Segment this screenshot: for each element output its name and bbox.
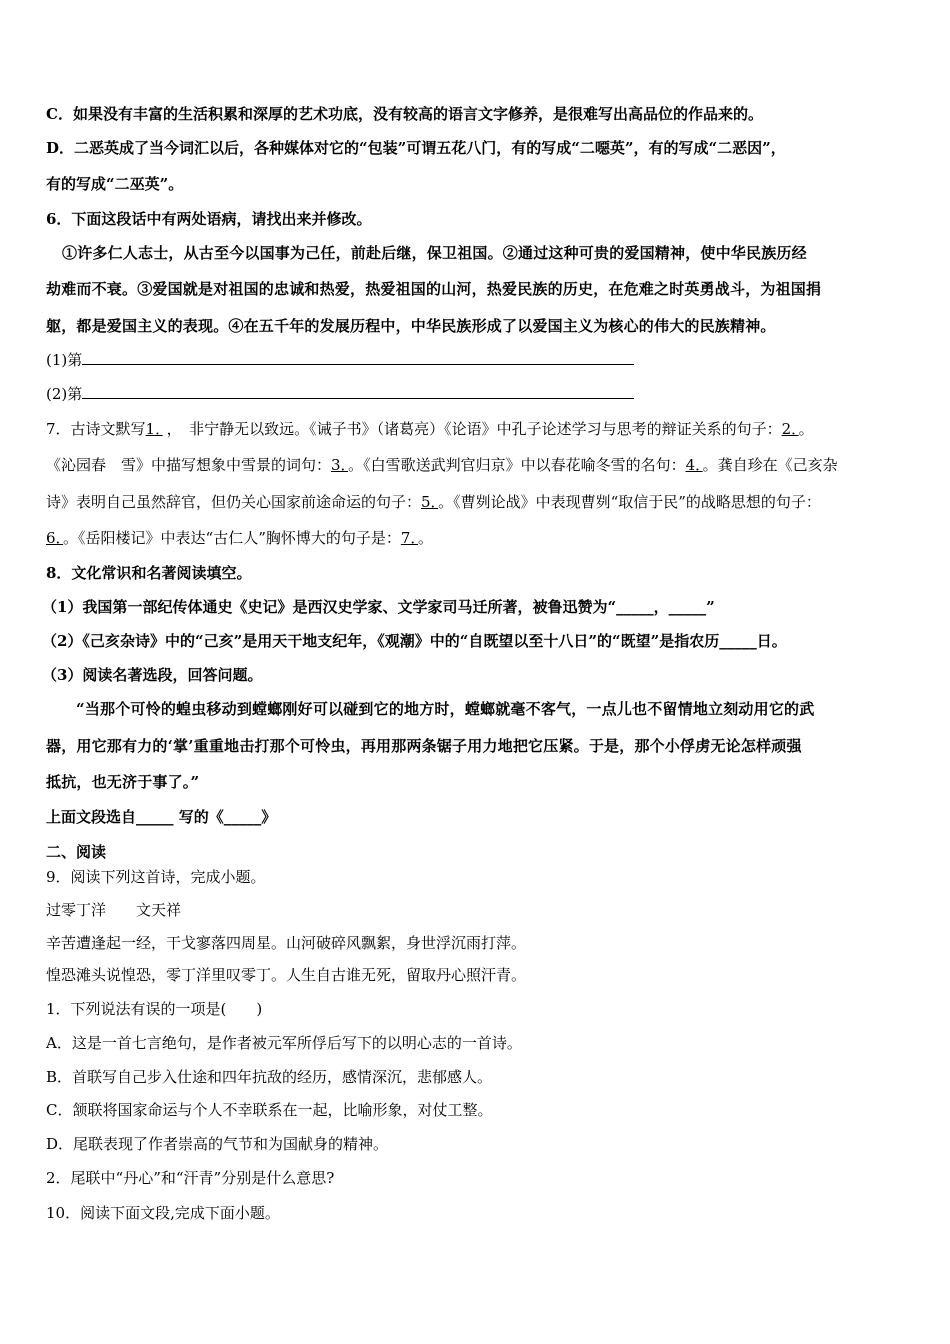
q5-option-d-line2: 有的写成“二巫英”。 <box>46 175 184 193</box>
q7-line4 <box>46 528 433 548</box>
q8-item-2: （2）《己亥杂诗》中的“己亥”是用天干地支纪年，《观潮》中的“自既望以至十八日”的“既望”是指农历_____日。 <box>42 632 787 650</box>
q7-blank-7[interactable]: 7． <box>400 529 418 547</box>
q5-option-c: C．如果没有丰富的生活积累和深厚的艺术功底，没有较高的语言文字修养，是很难写出高品位的作品来的。 <box>46 105 763 123</box>
q8-passage-line1: “当那个可怜的蝗虫移动到螳螂刚好可以碰到它的地方时，螳螂就毫不客气，一点儿也不留情地立刻动用它的武 <box>76 700 815 718</box>
q9-poem-line1: 辛苦遭逢起一经，干戈寥落四周星。山河破碎风飘絮，身世浮沉雨打萍。 <box>46 934 527 952</box>
q6-answer-1[interactable] <box>46 350 634 370</box>
q7-line1 <box>46 419 814 439</box>
q6-passage-line1: ①许多仁人志士，从古至今以国事为己任，前赴后继，保卫祖国。②通过这种可贵的爱国精神，使中华民族历经 <box>62 244 807 262</box>
q6-answer-2[interactable] <box>46 384 634 404</box>
q7-blank-4[interactable]: 4． <box>685 456 703 474</box>
q7-line3 <box>46 492 821 512</box>
q9-stem: 9．阅读下列这首诗，完成小题。 <box>46 868 266 886</box>
q9-sub-question-2: 2．尾联中“丹心”和“汗青”分别是什么意思? <box>46 1169 335 1187</box>
q7-text: 。《曹刿论战》中表现曹刿“取信于民”的战略思想的句子： <box>438 493 821 511</box>
q9-option-c: C．颔联将国家命运与个人不幸联系在一起，比喻形象，对仗工整。 <box>46 1101 493 1119</box>
q8-passage-line2: 器，用它那有力的‘掌’重重地击打那个可怜虫，再用那两条锯子用力地把它压紧。于是，那个小俘虏无论怎样顽强 <box>46 737 802 755</box>
q7-blank-3[interactable]: 3． <box>331 456 349 474</box>
q7-text: 。龚自珍在《己亥杂 <box>702 456 838 474</box>
q8-item-1: （1）我国第一部纪传体通史《史记》是西汉史学家、文学家司马迁所著，被鲁迅赞为“_____，_____” <box>42 598 715 616</box>
q5-option-d-line1: D．二恶英成了当今词汇以后，各种媒体对它的“包装”可谓五花八门，有的写成“二噁英”，有的写成“二恶因”， <box>46 139 786 157</box>
q7-blank-6[interactable]: 6． <box>46 529 64 547</box>
q9-poem-title: 过零丁洋 文天祥 <box>46 901 182 919</box>
q8-item-3: （3）阅读名著选段，回答问题。 <box>42 666 263 684</box>
q7-blank-1[interactable]: 1． <box>145 420 163 438</box>
q7-text: 。《岳阳楼记》中表达“古仁人”胸怀博大的句子是： <box>63 529 401 547</box>
q7-text: 。《白雪歌送武判官归京》中以春花喻冬雪的名句： <box>348 456 686 474</box>
q7-text: 7．古诗文默写 <box>46 420 146 438</box>
q8-answer: 上面文段选自_____ 写的《_____》 <box>46 808 277 826</box>
q9-sub-question-1: 1．下列说法有误的一项是( ) <box>46 1000 263 1018</box>
q9-option-a: A．这是一首七言绝句，是作者被元军所俘后写下的以明心志的一首诗。 <box>46 1034 522 1052</box>
answer-blank[interactable] <box>82 350 634 365</box>
q7-text: 。 <box>798 420 814 438</box>
q6-passage-line3: 躯，都是爱国主义的表现。④在五千年的发展历程中，中华民族形成了以爱国主义为核心的伟大的民族精神。 <box>46 317 776 335</box>
q9-option-d: D．尾联表现了作者崇高的气节和为国献身的精神。 <box>46 1135 389 1153</box>
q6-answer-1-label: (1)第 <box>46 351 83 369</box>
q7-blank-2[interactable]: 2． <box>781 420 799 438</box>
q7-text: 《沁园春 雪》中描写想象中雪景的词句： <box>46 456 332 474</box>
q7-text: 诗》表明自己虽然辞官，但仍关心国家前途命运的句子： <box>46 493 422 511</box>
q6-stem: 6．下面这段话中有两处语病，请找出来并修改。 <box>46 210 372 228</box>
q7-text: ， 非宁静无以致远。《诫子书》（诸葛亮）《论语》中孔子论述学习与思考的辩证关系的句子： <box>166 420 782 438</box>
q10-stem: 10．阅读下面文段,完成下面小题。 <box>46 1204 280 1222</box>
q8-passage-line3: 抵抗，也无济于事了。” <box>46 773 200 791</box>
q7-line2 <box>46 455 838 475</box>
q9-poem-line2: 惶恐滩头说惶恐，零丁洋里叹零丁。人生自古谁无死，留取丹心照汗青。 <box>46 966 527 984</box>
q8-stem: 8．文化常识和名著阅读填空。 <box>46 564 252 582</box>
q9-option-b: B．首联写自己步入仕途和四年抗敌的经历，感情深沉，悲郁感人。 <box>46 1068 493 1086</box>
q6-answer-2-label: (2)第 <box>46 385 83 403</box>
q7-blank-5[interactable]: 5． <box>421 493 439 511</box>
section-heading: 二、阅读 <box>46 843 107 861</box>
answer-blank[interactable] <box>82 384 634 399</box>
q7-text: 。 <box>417 529 433 547</box>
q6-passage-line2: 劫难而不衰。③爱国就是对祖国的忠诚和热爱，热爱祖国的山河，热爱民族的历史，在危难之时英勇战斗，为祖国捐 <box>46 280 822 298</box>
